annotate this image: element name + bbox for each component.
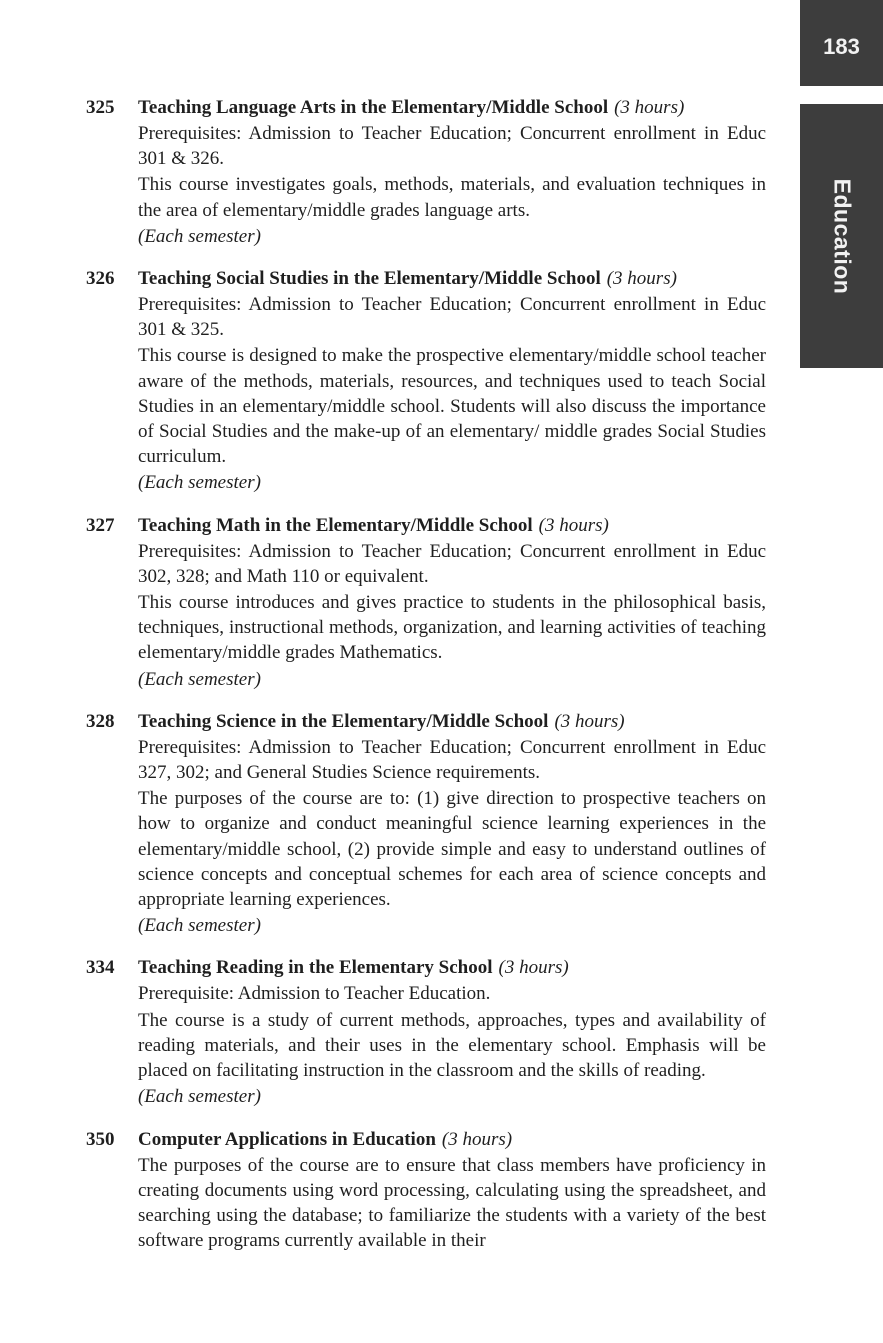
course-heading <box>138 266 766 292</box>
course-prerequisites: Prerequisites: Admission to Teacher Education; Concurrent enrollment in Educ 302, 328; and Math 110 or equivalent. <box>138 540 766 587</box>
course-list <box>86 95 766 1270</box>
course-heading <box>138 709 766 735</box>
course-term: (Each semester) <box>138 1086 261 1108</box>
course-title: Teaching Social Studies in the Elementary/Middle School <box>138 268 601 290</box>
course-hours: (3 hours) <box>498 957 569 979</box>
course-number: 327 <box>86 514 115 536</box>
section-label: Education <box>829 178 856 294</box>
course-hours: (3 hours) <box>606 268 677 290</box>
course-number: 350 <box>86 1128 115 1150</box>
course-entry <box>86 266 766 496</box>
course-title: Teaching Reading in the Elementary School <box>138 957 493 979</box>
course-heading <box>138 955 766 981</box>
course-hours: (3 hours) <box>441 1128 513 1150</box>
course-term: (Each semester) <box>138 668 261 690</box>
course-heading <box>138 513 766 539</box>
course-entry <box>86 709 766 939</box>
course-description: The purposes of the course are to ensure that class members have proficiency in creating documents using word processing, calculating using the spreadsheet, and searching using the database; to familiarize the students with a variety of the best software programs currently available in their <box>138 1154 766 1252</box>
course-description: The purposes of the course are to: (1) give direction to prospective teachers on how to organize and conduct meaningful science learning experiences in the elementary/middle school, (2) provide simple and easy to understand outlines of science concepts and conceptual schemes for each area of science concepts and appropriate learning experiences. <box>138 788 766 911</box>
course-hours: (3 hours) <box>554 710 625 732</box>
course-number: 326 <box>86 268 115 290</box>
course-term: (Each semester) <box>138 472 261 494</box>
course-title: Teaching Science in the Elementary/Middle School <box>138 710 549 732</box>
course-prerequisites: Prerequisite: Admission to Teacher Education. <box>138 983 491 1005</box>
course-description: This course is designed to make the prospective elementary/middle school teacher aware of the methods, materials, resources, and techniques used to teach Social Studies in an elementary/middle school. Students will also discuss the importance of Social Studies and the make-up of an elementary/ middle grades Social Studies curriculum. <box>138 345 766 468</box>
course-title: Teaching Language Arts in the Elementary/Middle School <box>138 97 609 118</box>
course-description: This course investigates goals, methods, materials, and evaluation techniques in the area of elementary/middle grades language arts. <box>138 174 766 221</box>
course-prerequisites: Prerequisites: Admission to Teacher Education; Concurrent enrollment in Educ 327, 302; and General Studies Science requirements. <box>138 736 766 784</box>
course-term: (Each semester) <box>138 915 261 937</box>
course-entry <box>86 513 766 692</box>
course-prerequisites: Prerequisites: Admission to Teacher Education; Concurrent enrollment in Educ 301 & 325. <box>138 294 766 341</box>
section-tab <box>800 104 883 368</box>
course-title: Teaching Math in the Elementary/Middle School <box>138 514 533 536</box>
course-hours: (3 hours) <box>538 514 609 536</box>
course-title: Computer Applications in Education <box>138 1128 436 1150</box>
course-number: 334 <box>86 957 115 979</box>
course-description: The course is a study of current methods, approaches, types and availability of reading materials, and their uses in the elementary school. Emphasis will be placed on facilitating instruction in the classroom and the skills of reading. <box>138 1009 766 1082</box>
course-number: 325 <box>86 97 115 118</box>
course-prerequisites: Prerequisites: Admission to Teacher Education; Concurrent enrollment in Educ 301 & 326. <box>138 123 766 170</box>
course-hours: (3 hours) <box>614 97 685 118</box>
page-number-tab <box>800 0 883 86</box>
course-description: This course introduces and gives practice to students in the philosophical basis, techniques, instructional methods, organization, and learning activities of teaching elementary/middle grades Mathematics. <box>138 592 766 664</box>
course-number: 328 <box>86 710 115 732</box>
course-heading <box>138 1127 766 1153</box>
course-entry <box>86 95 766 249</box>
course-heading <box>138 95 766 121</box>
course-entry <box>86 1127 766 1254</box>
page-number: 183 <box>823 34 860 59</box>
course-entry <box>86 955 766 1109</box>
course-term: (Each semester) <box>138 225 261 247</box>
